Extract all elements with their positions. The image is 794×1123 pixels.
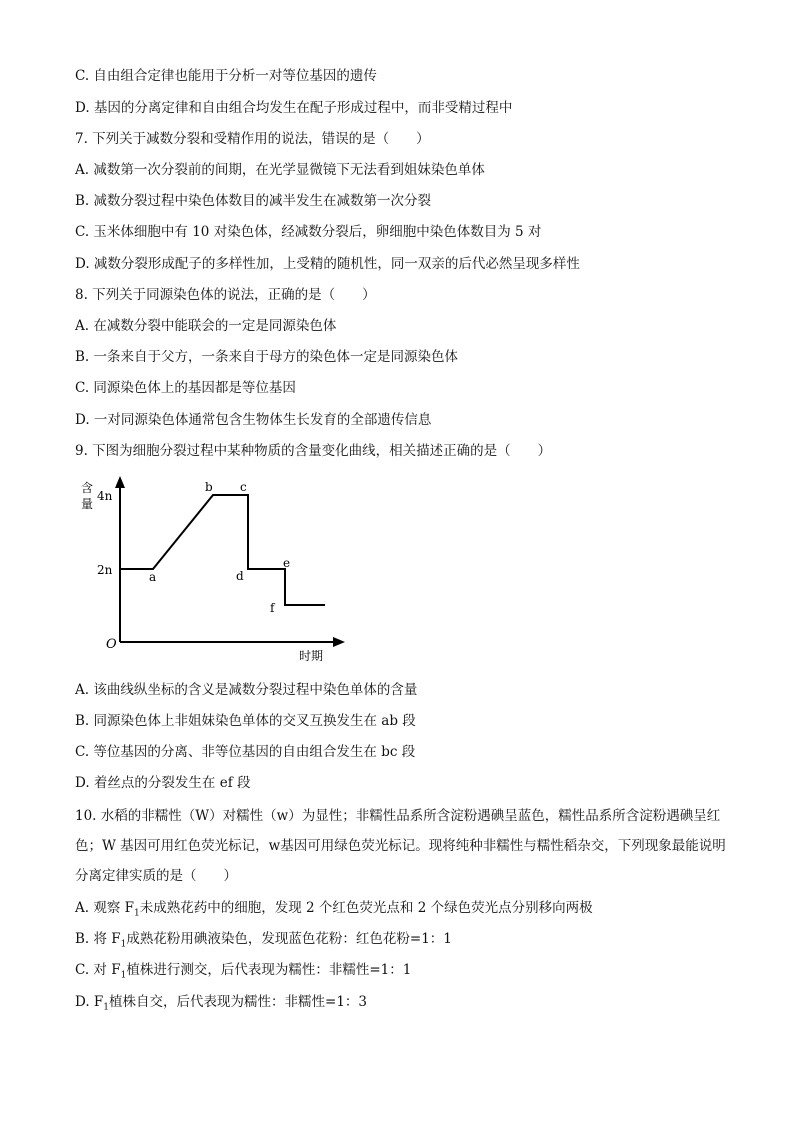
y-axis-label-2: 量 [81, 497, 94, 511]
point-label-f: f [270, 601, 275, 615]
y-tick-4n: 4n [97, 489, 113, 503]
q8-option-a: A. 在减数分裂中能联会的一定是同源染色体 [75, 318, 337, 334]
q8-option-d: D. 一对同源染色体通常包含生物体生长发育的全部遗传信息 [75, 412, 432, 428]
q7-option-d: D. 减数分裂形成配子的多样性加，上受精的随机性，同一双亲的后代必然呈现多样性 [75, 256, 580, 272]
point-label-b: b [205, 480, 213, 494]
point-label-c: c [240, 480, 247, 494]
q9-option-a: A. 该曲线纵坐标的含义是减数分裂过程中染色单体的含量 [75, 682, 418, 698]
q9-option-d: D. 着丝点的分裂发生在 ef 段 [75, 775, 251, 791]
line-d-q6: D. 基因的分离定律和自由组合均发生在配子形成过程中，而非受精过程中 [75, 100, 513, 116]
question-10: 10. 水稻的非糯性（W）对糯性（w）为显性；非糯性品系所含淀粉遇碘呈蓝色，糯性品系所含淀粉遇碘呈红色；W 基因可用红色荧光标记，w基因可用绿色荧光标记。现将纯种非糯性与糯性稻杂交，下列现象最能说明分离定律实质的是（ ） [75, 808, 726, 884]
origin-label: O [106, 637, 117, 652]
q7-option-c: C. 玉米体细胞中有 10 对染色体，经减数分裂后，卵细胞中染色体数目为 5 对 [75, 224, 542, 240]
q8-option-c: C. 同源染色体上的基因都是等位基因 [75, 380, 296, 396]
x-axis-label: 时期 [299, 649, 324, 663]
q7-option-a: A. 减数第一次分裂前的间期，在光学显微镜下无法看到姐妹染色单体 [75, 162, 485, 178]
q9-option-c: C. 等位基因的分离、非等位基因的自由组合发生在 bc 段 [75, 744, 416, 760]
point-label-d: d [236, 569, 244, 583]
q10-option-d: D. $F_1$植株自交，后代表现为糯性：非糯性=1：3 [75, 994, 368, 1013]
q9-option-b: B. 同源染色体上非姐妹染色单体的交叉互换发生在 ab 段 [75, 713, 416, 729]
q8-option-b: B. 一条来自于父方，一条来自于母方的染色体一定是同源染色体 [75, 349, 459, 365]
q10-option-b: B. 将 $F_1$成熟花粉用碘液染色，发现蓝色花粉：红色花粉=1：1 [75, 931, 452, 950]
y-tick-2n: 2n [97, 563, 113, 577]
question-7: 7. 下列关于减数分裂和受精作用的说法，错误的是（ ） [75, 131, 430, 147]
question-9: 9. 下图为细胞分裂过程中某种物质的含量变化曲线，相关描述正确的是（ ） [75, 443, 552, 459]
question-8: 8. 下列关于同源染色体的说法，正确的是（ ） [75, 287, 376, 303]
y-axis-label-1: 含 [81, 481, 94, 495]
line-c-q6: C. 自由组合定律也能用于分析一对等位基因的遗传 [75, 68, 377, 84]
point-label-e: e [283, 556, 291, 570]
x-axis [120, 637, 345, 647]
y-axis [115, 476, 125, 642]
content-curve [120, 495, 325, 605]
content-curve-chart [75, 470, 365, 670]
q7-option-b: B. 减数分裂过程中染色体数目的减半发生在减数第一次分裂 [75, 193, 432, 209]
point-label-a: a [149, 570, 157, 584]
q10-option-a: A. 观察 $F_1$未成熟花药中的细胞，发现 2 个红色荧光点和 2 个绿色荧光点分别移向两极 [75, 900, 593, 919]
q10-option-c: C. 对 $F_1$植株进行测交，后代表现为糯性：非糯性=1：1 [75, 962, 412, 981]
